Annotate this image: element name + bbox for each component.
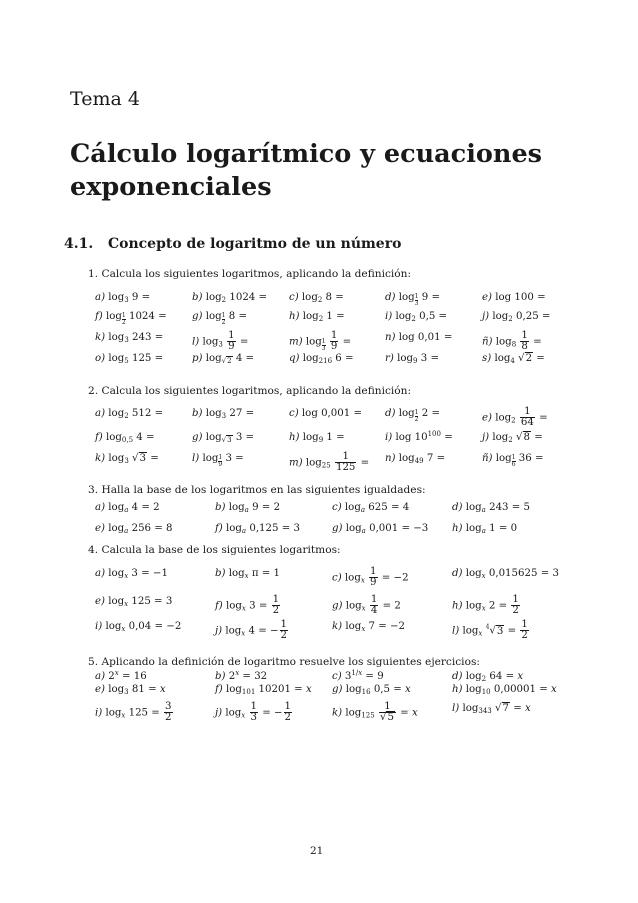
exercise-item: d) log $_{\frac{1}{3}}$ 9 =: [385, 292, 440, 307]
exercise-number: 1.: [88, 268, 99, 280]
exercise-item: f) $\log_a 0,125 = 3$: [215, 523, 300, 535]
exercise-item: k) $\log_{125}$ $\frac{1}{√5}$ = x: [332, 701, 418, 724]
exercise-1: [88, 268, 411, 280]
chapter-label: Tema 4: [70, 88, 140, 110]
section-number: 4.1.: [64, 236, 94, 252]
exercise-number: 5.: [88, 656, 99, 668]
exercise-item: k) $\log_x 7 = -2$: [332, 621, 406, 633]
exercise-item: h) $\log_9 1$ =: [289, 432, 345, 444]
exercise-item: a) $\log_x 3 = -1$: [95, 568, 168, 580]
exercise-item: f) $\log_x 3$ = $\frac{1}{2}$: [215, 594, 280, 617]
exercise-item: g) $\log_x$ $\frac{1}{4}$ = 2: [332, 594, 401, 617]
section-title: Concepto de logaritmo de un número: [108, 236, 402, 252]
exercise-prompt: Calcula la base de los siguientes logaritmos:: [101, 544, 341, 556]
exercise-item: l) $\log_x ^4√3$ = $\frac{1}{2}$: [452, 619, 528, 642]
exercise-item: a) $\log_3 9$ =: [95, 292, 151, 304]
exercise-item: c) $3^{1/x} = 9$: [332, 669, 384, 682]
exercise-item: k) $\log_3 √3$ =: [95, 453, 159, 465]
exercise-item: h) $\log_a 1 = 0$: [452, 523, 518, 535]
exercise-prompt: Aplicando la definición de logaritmo resuelve los siguientes ejercicios:: [101, 656, 480, 668]
exercise-item: d) $\log_2 64 = x$: [452, 671, 524, 683]
exercise-number: 3.: [88, 484, 99, 496]
exercise-item: e) $\log_x 125 = 3$: [95, 596, 173, 608]
exercise-item: h) $\log_2 1$ =: [289, 311, 345, 323]
exercise-number: 4.: [88, 544, 99, 556]
exercise-item: l) $\log_{343} √7 = x$: [452, 703, 531, 715]
exercise-item: h) $\log_x 2$ = $\frac{1}{2}$: [452, 594, 519, 617]
exercise-item: a) $2^x = 16$: [95, 669, 147, 682]
exercise-item: n) log 0,01 =: [385, 332, 453, 343]
exercise-item: b) $\log_3 27$ =: [192, 408, 255, 420]
exercise-prompt: Halla la base de los logaritmos en las siguientes igualdades:: [101, 484, 426, 496]
exercise-3: [88, 484, 426, 496]
page-number: 21: [310, 845, 324, 857]
exercise-item: b) $\log_a 9 = 2$: [215, 502, 281, 514]
chapter-title: [70, 138, 542, 204]
exercise-item: h) $\log_{10} 0,00001 = x$: [452, 684, 557, 696]
exercise-number: 2.: [88, 385, 99, 397]
exercise-item: c) $\log_x$ $\frac{1}{9}$ = −2: [332, 566, 409, 589]
exercise-item: g) log $_{\frac{1}{2}}$ 8 =: [192, 311, 247, 326]
chapter-title-line1: Cálculo logarítmico y ecuaciones: [70, 139, 543, 169]
exercise-item: m) log $_{\frac{1}{3}}$ $\frac{1}{9}$ =: [289, 330, 352, 353]
exercise-item: e) $\log_3 81 = x$: [95, 684, 166, 696]
exercise-item: f) $\log_{101} 10201 = x$: [215, 684, 312, 696]
exercise-item: e) $\log_a 256 = 8$: [95, 523, 173, 535]
exercise-prompt: Calcula los siguientes logaritmos, aplicando la definición:: [101, 268, 412, 280]
exercise-item: ñ) log $_{\frac{1}{6}}$ 36 =: [482, 453, 544, 468]
exercise-item: s) $\log_4 √2$ =: [482, 353, 545, 365]
exercise-item: f) $\log_{0,5} 4$ =: [95, 432, 155, 444]
exercise-item: f) log $_{\frac{1}{2}}$ 1024 =: [95, 311, 167, 326]
exercise-item: d) $\log_a 243 = 5$: [452, 502, 531, 514]
exercise-item: c) log 0,001 =: [289, 408, 363, 419]
exercise-item: i) $\log 10^{100}$ =: [385, 430, 453, 443]
exercise-item: e) log 100 =: [482, 292, 546, 303]
exercise-item: c) $\log_a 625 = 4$: [332, 502, 410, 514]
exercise-item: a) $\log_a 4 = 2$: [95, 502, 160, 514]
exercise-item: b) $2^x = 32$: [215, 669, 268, 682]
exercise-item: j) $\log_2 0,25$ =: [482, 311, 551, 323]
exercise-item: l) $\log_3$ $\frac{1}{9}$ =: [192, 330, 249, 353]
exercise-item: a) $\log_2 512$ =: [95, 408, 164, 420]
exercise-item: i) $\log_x 0,04 = -2$: [95, 621, 182, 633]
exercise-item: j) $\log_x 4$ = − $\frac{1}{2}$: [215, 619, 288, 642]
exercise-item: n) $\log_{49} 7$ =: [385, 453, 446, 465]
exercise-item: ñ) $\log_8$ $\frac{1}{8}$ =: [482, 330, 542, 353]
exercise-item: g) $\log_{16} 0,5 = x$: [332, 684, 411, 696]
exercise-item: i) $\log_2 0,5$ =: [385, 311, 448, 323]
exercise-2: [88, 385, 411, 397]
exercise-item: b) $\log_x \pi = 1$: [215, 568, 281, 580]
exercise-item: l) log $_{\frac{1}{9}}$ 3 =: [192, 453, 244, 468]
exercise-item: j) $\log_2 √8$ =: [482, 432, 543, 444]
exercise-item: b) $\log_2 1024$ =: [192, 292, 268, 304]
exercise-item: j) $\log_x$ $\frac{1}{3}$ = − $\frac{1}{2}$: [215, 701, 292, 724]
exercise-item: q) $\log_{216} 6$ =: [289, 353, 354, 365]
exercise-item: e) $\log_2$ $\frac{1}{64}$ =: [482, 406, 548, 429]
exercise-item: g) $\log_a 0,001 = -3$: [332, 523, 429, 535]
exercise-prompt: Calcula los siguientes logaritmos, aplicando la definición:: [101, 385, 412, 397]
exercise-item: m) $\log_{25}$ $\frac{1}{125}$ =: [289, 451, 370, 474]
exercise-item: d) $\log_x 0,015625 = 3$: [452, 568, 559, 580]
exercise-item: r) $\log_9 3$ =: [385, 353, 439, 365]
exercise-item: o) $\log_5 125$ =: [95, 353, 164, 365]
exercise-item: p) $\log_{√2} 4$ =: [192, 353, 255, 365]
exercise-5: [88, 656, 480, 668]
chapter-title-line2: exponenciales: [70, 172, 272, 202]
exercise-item: k) $\log_3 243$ =: [95, 332, 164, 344]
exercise-item: c) $\log_2 8$ =: [289, 292, 344, 304]
exercise-item: d) log $_{\frac{1}{2}}$ 2 =: [385, 408, 440, 423]
exercise-item: i) $\log_x 125$ = $\frac{3}{2}$: [95, 701, 172, 724]
exercise-4: [88, 544, 341, 556]
exercise-item: g) $\log_{√3} 3$ =: [192, 432, 255, 444]
